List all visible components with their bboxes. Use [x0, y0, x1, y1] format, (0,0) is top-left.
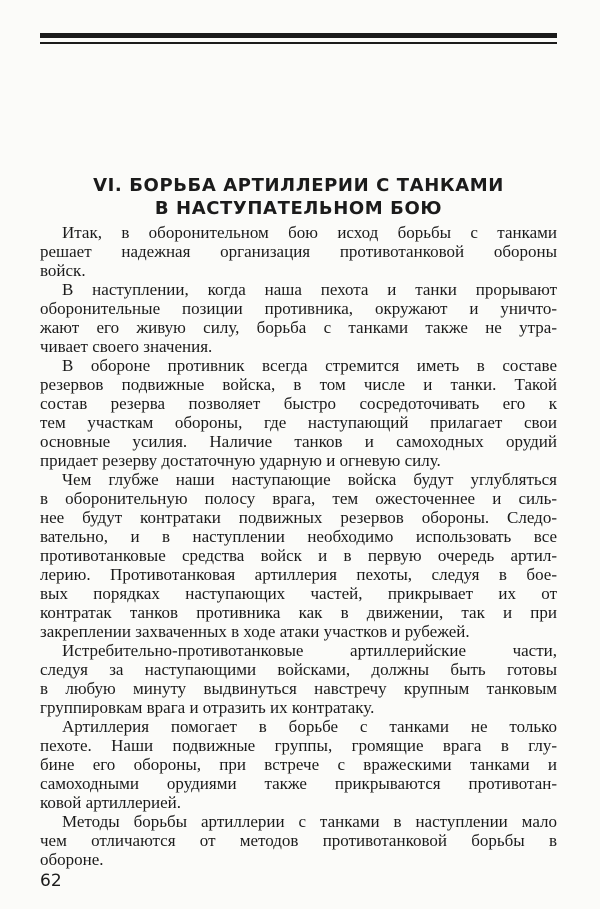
text-line: Истребительно-противотанковые артиллерийские части, — [62, 641, 557, 660]
text-line: Методы борьбы артиллерии с танками в наступлении мало — [62, 812, 557, 831]
text-line: противотанковые средства войск и в первую очередь артил- — [40, 546, 557, 565]
text-line: основные усилия. Наличие танков и самоходных орудий — [40, 432, 557, 451]
text-line: состав резерва позволяет быстро сосредоточивать его к — [40, 394, 557, 413]
text-line: пехоте. Наши подвижные группы, громящие врага в глу- — [40, 736, 557, 755]
paragraph-2 — [40, 280, 557, 356]
top-rule-thin — [40, 42, 557, 44]
text-line: группировкам врага и отразить их контратаку. — [40, 698, 375, 717]
text-line: обороне. — [40, 850, 104, 869]
text-line: в любую минуту выдвинуться навстречу крупным танковым — [40, 679, 557, 698]
text-line: решает надежная организация противотанковой обороны — [40, 242, 557, 261]
paragraph-7 — [40, 812, 557, 869]
text-line: вых порядках наступающих частей, прикрывает их от — [40, 584, 557, 603]
text-line: оборонительные позиции противника, окружают и уничто- — [40, 299, 557, 318]
text-line: ковой артиллерией. — [40, 793, 182, 812]
text-line: придает резерву достаточную ударную и огневую силу. — [40, 451, 441, 470]
body-text — [40, 223, 557, 869]
text-line: вательно, и в наступлении необходимо использовать все — [40, 527, 557, 546]
top-rule-thick — [40, 33, 557, 38]
chapter-heading-line-1: VI. БОРЬБА АРТИЛЛЕРИИ С ТАНКАМИ — [93, 175, 504, 196]
text-line: Чем глубже наши наступающие войска будут углубляться — [62, 470, 557, 489]
text-line: закреплении захваченных в ходе атаки участков и рубежей. — [40, 622, 470, 641]
paragraph-6 — [40, 717, 557, 812]
text-line: чем отличаются от методов противотанковой борьбы в — [40, 831, 557, 850]
paragraph-3 — [40, 356, 557, 470]
text-line: бине его обороны, при встрече с вражескими танками и — [40, 755, 557, 774]
text-line: резервов подвижные войска, в том числе и танки. Такой — [40, 375, 557, 394]
paragraph-1 — [40, 223, 557, 280]
text-line: чивает своего значения. — [40, 337, 213, 356]
text-line: войск. — [40, 261, 86, 280]
chapter-heading-line-2: В НАСТУПАТЕЛЬНОМ БОЮ — [154, 198, 443, 219]
text-line: В наступлении, когда наша пехота и танки прорывают — [62, 280, 557, 299]
text-line: следуя за наступающими войсками, должны быть готовы — [40, 660, 557, 679]
text-line: Артиллерия помогает в борьбе с танками не только — [62, 717, 557, 736]
text-line: нее будут контратаки подвижных резервов обороны. Следо- — [40, 508, 557, 527]
text-line: жают его живую силу, борьба с танками также не утра- — [40, 318, 557, 337]
paragraph-4 — [40, 470, 557, 641]
text-line: в оборонительную полосу врага, тем ожесточеннее и силь- — [40, 489, 557, 508]
text-line: контратак танков противника как в движении, так и при — [40, 603, 557, 622]
page-number: 62 — [40, 871, 62, 891]
paragraph-5 — [40, 641, 557, 717]
text-line: тем участкам обороны, где наступающий прилагает свои — [40, 413, 557, 432]
text-line: В обороне противник всегда стремится иметь в составе — [62, 356, 557, 375]
text-line: самоходными орудиями также прикрываются противотан- — [40, 774, 557, 793]
chapter-heading — [40, 174, 557, 220]
text-line: лерию. Противотанковая артиллерия пехоты, следуя в бое- — [40, 565, 557, 584]
text-line: Итак, в оборонительном бою исход борьбы с танками — [62, 223, 557, 242]
